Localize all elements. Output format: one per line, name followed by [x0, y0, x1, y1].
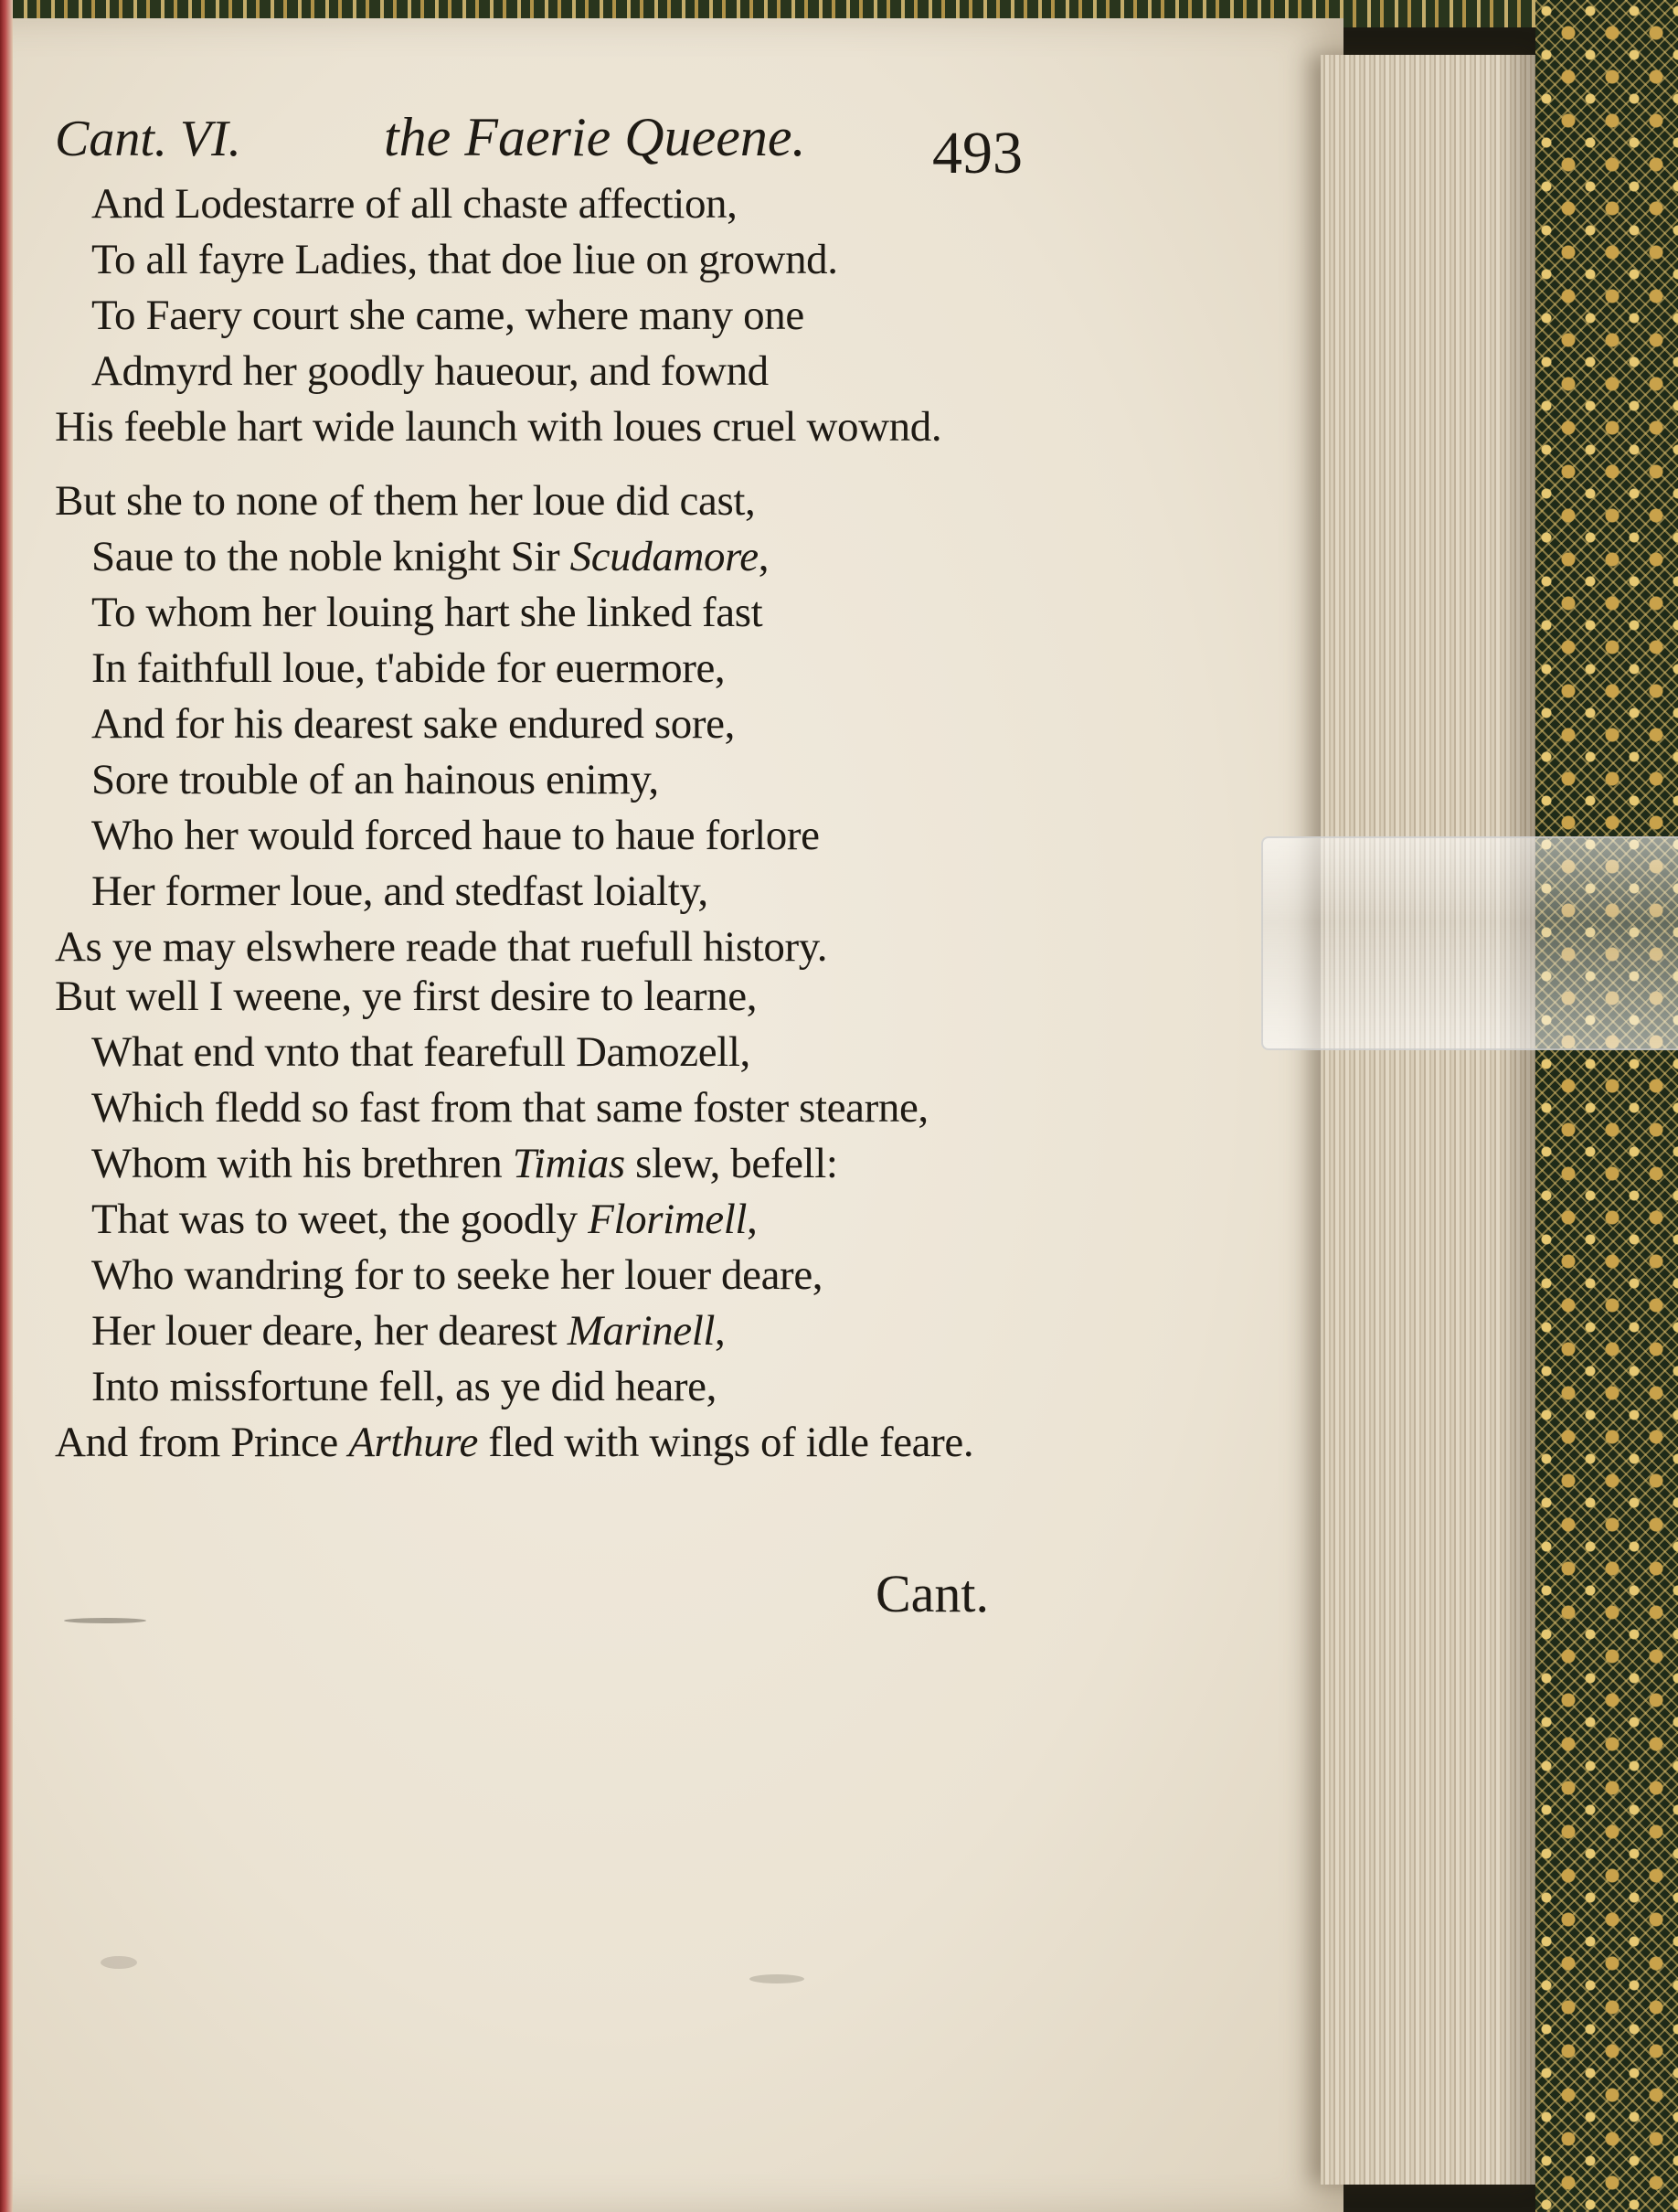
- ink-smudge: [64, 1618, 146, 1623]
- italic-name: Arthure: [348, 1419, 478, 1466]
- verse-line: [55, 1025, 973, 1080]
- gilt-tooled-binding: [1535, 0, 1678, 2212]
- verse-text: His feeble hart wide launch with loues cruel wownd.: [55, 403, 942, 451]
- verse-text: But well I weene, ye first desire to learne,: [55, 973, 758, 1020]
- verse-text-after: fled with wings of idle feare.: [477, 1419, 974, 1466]
- italic-name: Scudamore: [569, 533, 759, 580]
- verse-line: [55, 697, 827, 752]
- verse-text: Whom with his brethren: [91, 1140, 513, 1187]
- italic-name: Marinell: [567, 1307, 716, 1355]
- page-number: 493: [932, 120, 1023, 186]
- verse-text-after: slew, befell:: [624, 1140, 838, 1187]
- verse-text: And Lodestarre of all chaste affection,: [91, 180, 738, 228]
- verse-line: [55, 1248, 973, 1303]
- verse-text: That was to weet, the goodly: [91, 1196, 589, 1243]
- verse-text: Saue to the noble knight Sir: [91, 533, 570, 580]
- running-head: [55, 101, 1024, 186]
- clear-strap: [1261, 836, 1678, 1050]
- verse-text: As ye may elswhere reade that ruefull history.: [55, 923, 828, 971]
- verse-text: Who wandring for to seeke her louer deare,: [91, 1251, 823, 1299]
- page-fore-edge-left: [0, 0, 13, 2212]
- verse-line: [55, 529, 827, 585]
- book-title: the Faerie Queene.: [384, 107, 806, 167]
- verse-line: [55, 232, 941, 288]
- verse-line: [55, 920, 827, 975]
- verse-text-after: ,: [758, 533, 770, 580]
- verse-line: [55, 288, 941, 344]
- verse-text: And from Prince: [55, 1419, 349, 1466]
- verse-text-after: ,: [715, 1307, 726, 1355]
- verse-line: [55, 1080, 973, 1136]
- verse-text: Which fledd so fast from that same foster stearne,: [91, 1084, 929, 1132]
- canto-label: Cant. VI.: [55, 111, 241, 167]
- italic-name: Timias: [512, 1140, 625, 1187]
- verse-text: Her former loue, and stedfast loialty,: [91, 867, 708, 915]
- stanza: [55, 473, 827, 975]
- page-block-shadow: [1499, 55, 1535, 2185]
- verse-line: [55, 1359, 973, 1415]
- verse-line: [55, 1415, 973, 1471]
- verse-line: [55, 752, 827, 808]
- verse-text: Her louer deare, her dearest: [91, 1307, 568, 1355]
- verse-line: [55, 1192, 973, 1248]
- verse-text: What end vnto that fearefull Damozell,: [91, 1028, 750, 1076]
- verse-line: [55, 399, 941, 455]
- verse-text: In faithfull loue, t'abide for euermore,: [91, 644, 726, 692]
- verse-text-after: ,: [747, 1196, 758, 1243]
- verse-line: [55, 969, 973, 1025]
- verse-line: [55, 585, 827, 641]
- verse-text: Sore trouble of an hainous enimy,: [91, 756, 659, 803]
- verse-line: [55, 473, 827, 529]
- verse-line: [55, 1136, 973, 1192]
- verse-text: Into missfortune fell, as ye did heare,: [91, 1363, 717, 1410]
- verse-text: To Faery court she came, where many one: [91, 292, 804, 339]
- ink-smudge: [101, 1956, 137, 1969]
- verse-text: But she to none of them her loue did cast,: [55, 477, 756, 525]
- verse-line: [55, 641, 827, 697]
- verse-line: [55, 344, 941, 399]
- verse-line: [55, 864, 827, 920]
- verse-text: To whom her louing hart she linked fast: [91, 589, 763, 636]
- catchword: Cant.: [876, 1564, 990, 1623]
- verse-line: [55, 808, 827, 864]
- verse-text: Admyrd her goodly haueour, and fownd: [91, 347, 769, 395]
- stanza: [55, 176, 941, 455]
- ink-smudge: [749, 1974, 804, 1983]
- verse-line: [55, 1303, 973, 1359]
- verse-line: [55, 176, 941, 232]
- verse-text: Who her would forced haue to haue forlore: [91, 812, 820, 859]
- verse-text: To all fayre Ladies, that doe liue on grownd.: [91, 236, 838, 283]
- verse-text: And for his dearest sake endured sore,: [91, 700, 735, 748]
- italic-name: Florimell: [588, 1196, 748, 1243]
- stanza: [55, 969, 973, 1471]
